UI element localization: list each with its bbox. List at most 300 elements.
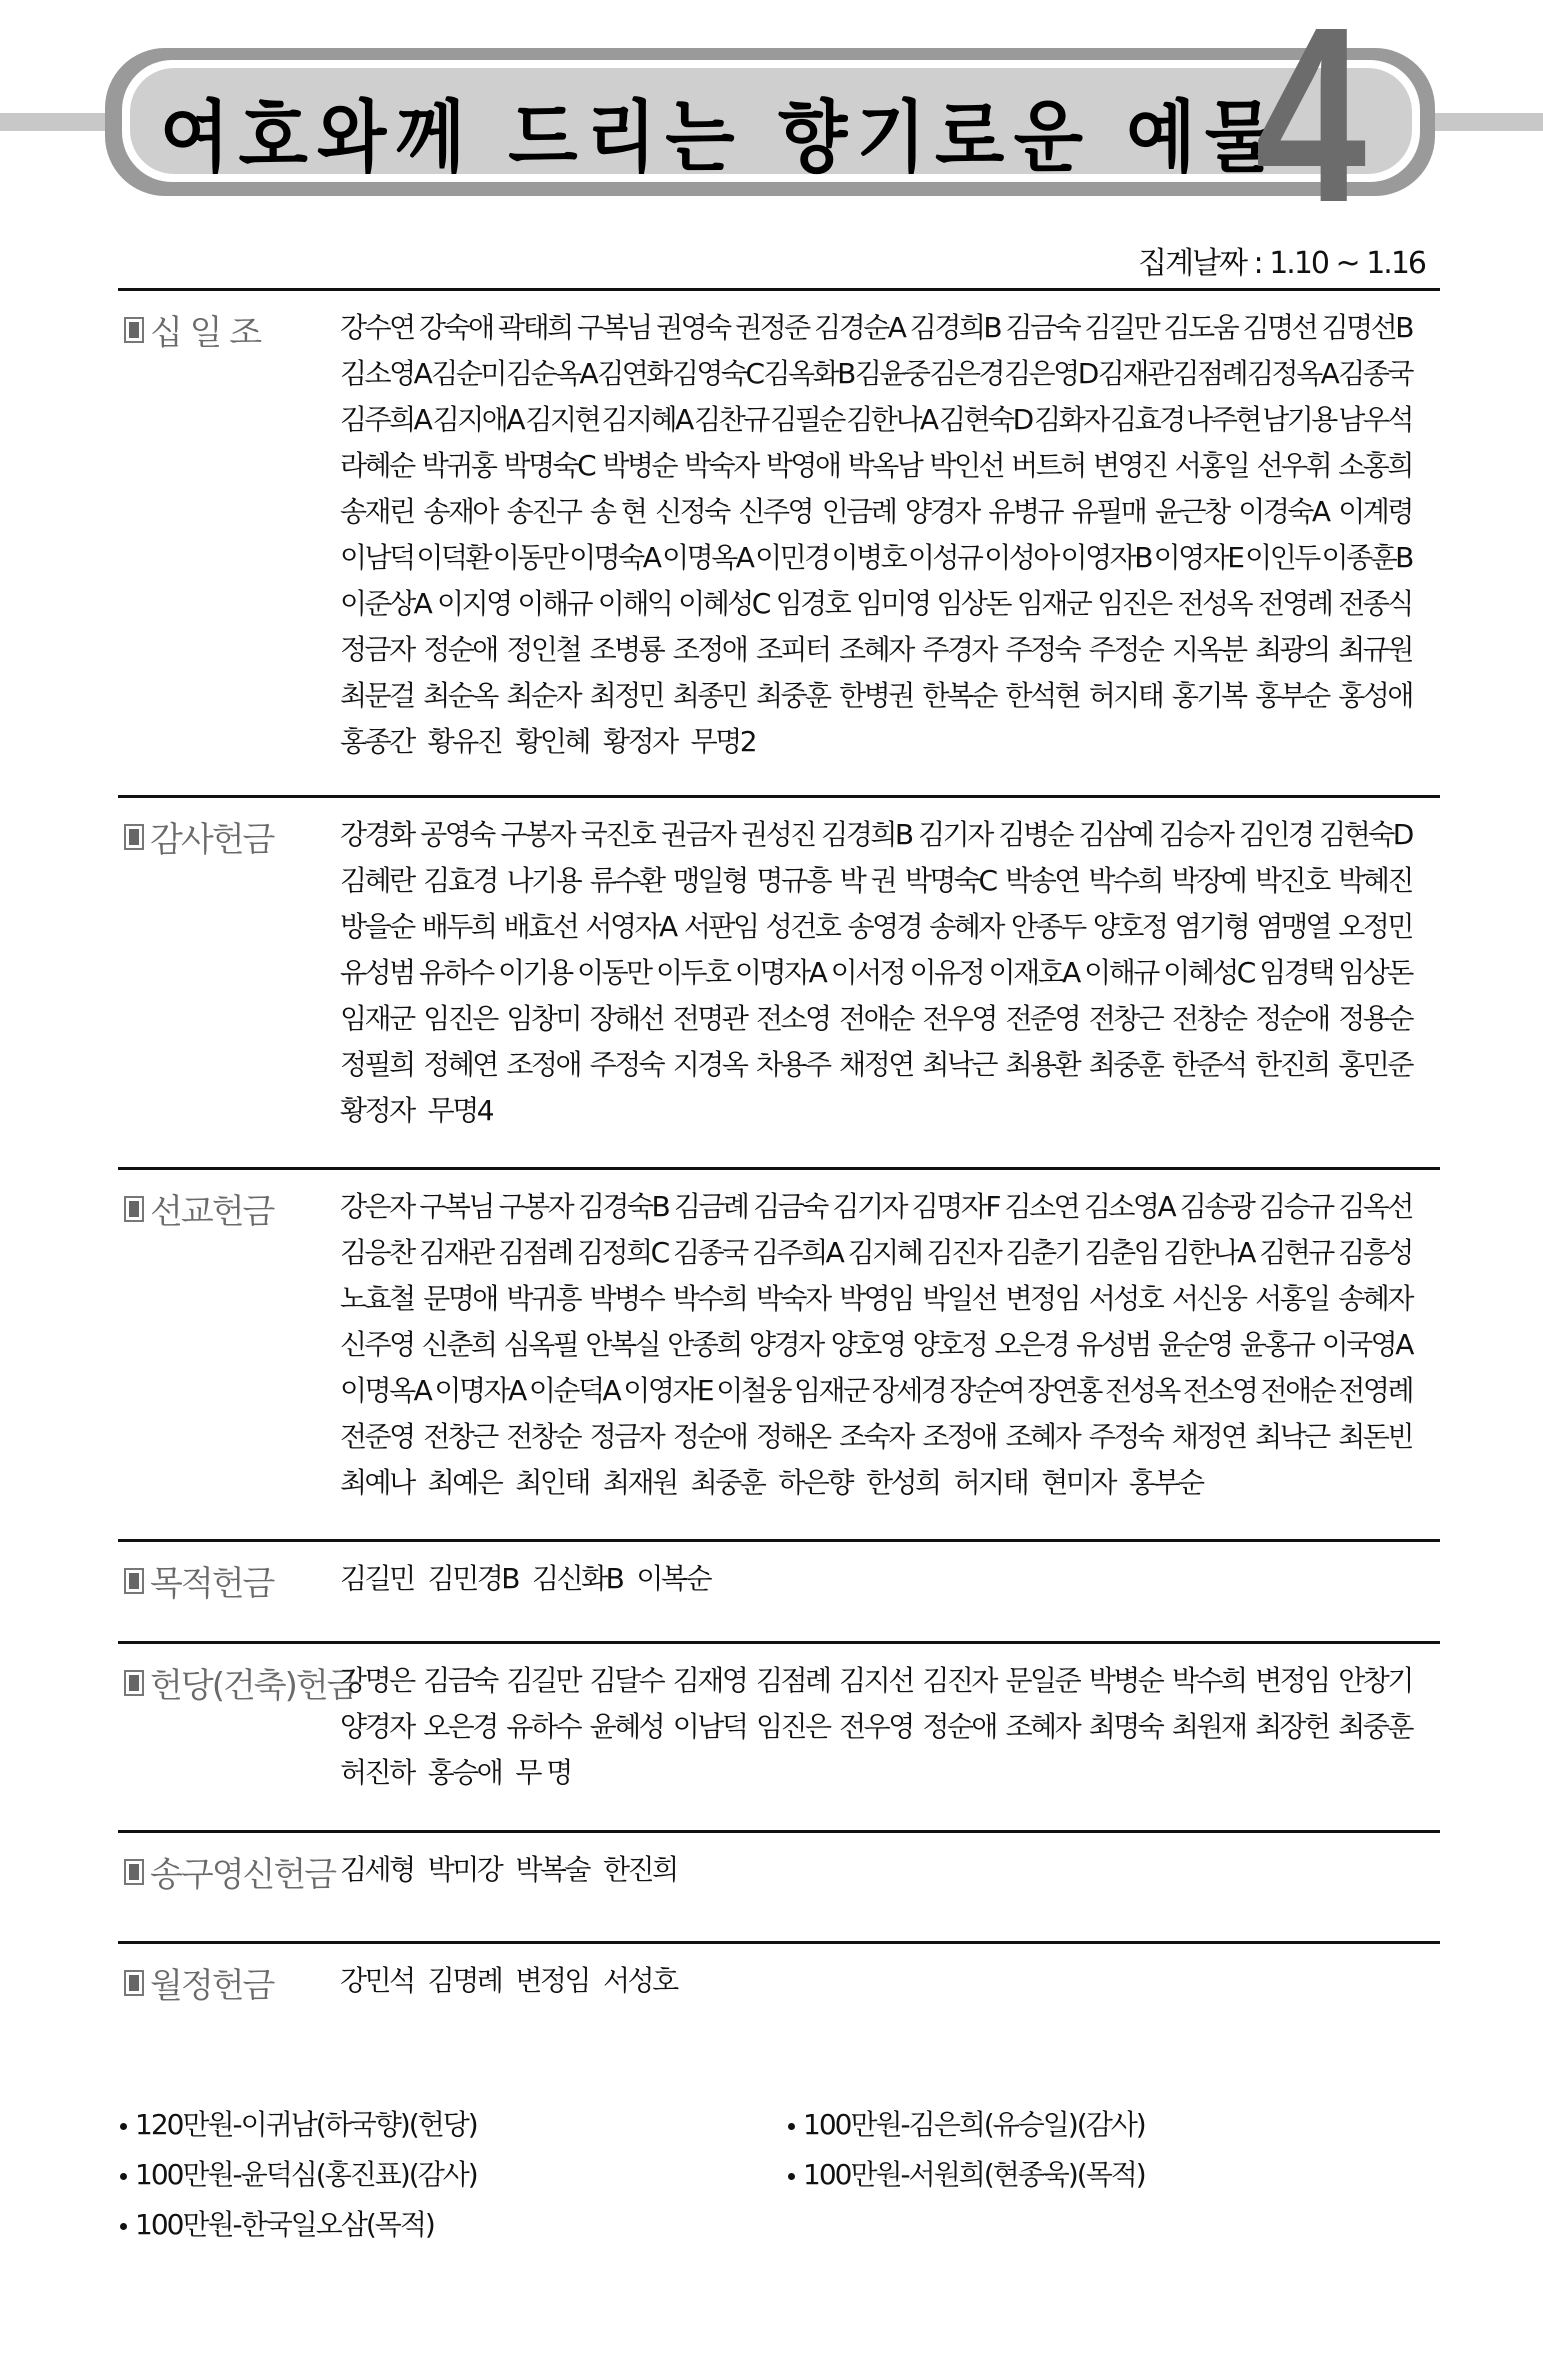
donor-name: 안종두 — [1011, 910, 1085, 943]
donor-row — [340, 1086, 1412, 1132]
donor-name: 이명자A — [734, 956, 826, 989]
donor-row — [340, 1748, 1412, 1794]
donor-name: 김승자 — [1158, 818, 1233, 851]
donor-name: 주정숙 — [589, 1048, 664, 1081]
donor-name: 이성규 — [907, 541, 982, 574]
donor-row — [340, 671, 1412, 717]
donor-name: 김명선B — [1321, 311, 1412, 344]
donor-row — [340, 1320, 1412, 1366]
donor-name: 강은자 — [340, 1190, 414, 1223]
donor-name: 조혜자 — [1005, 1420, 1080, 1453]
donor-name: 조숙자 — [839, 1420, 913, 1453]
donor-name: 조병룡 — [589, 633, 664, 666]
donor-row — [340, 948, 1412, 994]
donor-name: 박송연 — [1005, 864, 1079, 897]
donor-name: 남기용 — [1262, 403, 1336, 436]
special-gift-text: 100만원-서원희(현종욱)(목적) — [803, 2158, 1145, 2191]
donor-name: 김재관 — [1097, 357, 1172, 390]
donor-name: 박옥남 — [847, 449, 922, 482]
donor-name: 하은향 — [778, 1466, 852, 1499]
donor-row — [340, 1182, 1412, 1228]
donor-name: 신춘희 — [421, 1328, 496, 1361]
donor-name: 지옥분 — [1171, 633, 1246, 666]
donor-name: 김연화 — [597, 357, 671, 390]
donor-name: 임상돈 — [936, 587, 1010, 620]
donor-name: 서판임 — [683, 910, 758, 943]
donor-name: 김현규 — [1259, 1236, 1333, 1269]
donor-name: 김진자 — [922, 1664, 996, 1697]
donor-name: 임재군 — [793, 1374, 868, 1407]
donor-row — [340, 1554, 1412, 1600]
donor-name: 최중훈 — [690, 1466, 765, 1499]
donor-name: 권영숙 — [656, 311, 730, 344]
donor-list — [340, 303, 1412, 763]
donor-name: 최낙근 — [922, 1048, 996, 1081]
donor-name: 오은경 — [994, 1328, 1069, 1361]
donor-name: 김달수 — [589, 1664, 664, 1697]
square-bullet-icon — [124, 1196, 144, 1222]
donor-name: 유필매 — [1071, 495, 1146, 528]
donor-name: 무 명 — [515, 1756, 571, 1789]
donor-name: 한병권 — [839, 679, 913, 712]
donor-name: 박일선 — [922, 1282, 996, 1315]
donor-name: 송 현 — [589, 495, 646, 528]
donor-name: 권정준 — [735, 311, 809, 344]
donor-name: 주경자 — [922, 633, 996, 666]
donor-name: 조정애 — [506, 1048, 581, 1081]
donor-name: 장해선 — [589, 1002, 664, 1035]
donor-name: 맹일형 — [673, 864, 747, 897]
donor-name: 김점례 — [755, 1664, 830, 1697]
donor-name: 최재원 — [602, 1466, 677, 1499]
donor-name: 김정희C — [576, 1236, 668, 1269]
donor-name: 전창순 — [1171, 1002, 1246, 1035]
donor-name: 황정자 — [340, 1094, 414, 1127]
donor-name: 서성호 — [602, 1964, 677, 1997]
donor-name: 조피터 — [755, 633, 830, 666]
donor-name: 이해익 — [597, 587, 672, 620]
donor-list — [340, 1182, 1412, 1504]
donor-name: 양호영 — [830, 1328, 905, 1361]
donor-row — [340, 1702, 1412, 1748]
donor-name: 김효경 — [423, 864, 497, 897]
donor-row — [340, 1656, 1412, 1702]
donor-name: 황유진 — [427, 725, 502, 758]
donor-name: 이순덕A — [528, 1374, 620, 1407]
donor-name: 문명애 — [423, 1282, 497, 1315]
donor-name: 이해규 — [1084, 956, 1158, 989]
donor-name: 전성옥 — [1177, 587, 1252, 620]
square-bullet-icon — [124, 1970, 144, 1996]
donor-name: 임진은 — [755, 1710, 830, 1743]
donor-row — [340, 902, 1412, 948]
donor-name: 김병순 — [998, 818, 1072, 851]
donor-name: 김은경 — [929, 357, 1004, 390]
special-gift-item — [120, 2203, 434, 2243]
donor-name: 이남덕 — [672, 1710, 747, 1743]
donor-name: 홍민준 — [1338, 1048, 1412, 1081]
donor-name: 정순애 — [922, 1710, 996, 1743]
donor-name: 전소영 — [1182, 1374, 1257, 1407]
donor-name: 김경희B — [909, 311, 1001, 344]
donor-name: 임미영 — [855, 587, 930, 620]
donor-name: 조혜자 — [839, 633, 913, 666]
donor-name: 전명관 — [672, 1002, 747, 1035]
donor-name: 이명자A — [434, 1374, 525, 1407]
section-label-text: 월정헌금 — [150, 1966, 274, 2006]
donor-name: 홍성애 — [1338, 679, 1412, 712]
donor-name: 김소영A — [1083, 1190, 1175, 1223]
donor-name: 노효철 — [340, 1282, 414, 1315]
donor-row — [340, 395, 1412, 441]
donor-name: 한준석 — [1171, 1048, 1246, 1081]
donor-name: 이영자B — [1060, 541, 1151, 574]
donor-name: 최인태 — [515, 1466, 589, 1499]
donor-name: 전우영 — [839, 1710, 913, 1743]
donor-name: 안창기 — [1338, 1664, 1412, 1697]
donor-name: 변정임 — [1005, 1282, 1080, 1315]
donor-name: 한석현 — [1005, 679, 1080, 712]
donor-name: 이남덕 — [340, 541, 414, 574]
donor-name: 박영애 — [765, 449, 840, 482]
donor-list — [340, 1845, 1412, 1891]
donor-name: 나기용 — [506, 864, 581, 897]
donor-name: 김화자 — [1034, 403, 1108, 436]
donor-name: 전준영 — [340, 1420, 414, 1453]
donor-name: 주정숙 — [1005, 633, 1080, 666]
donor-name: 양경자 — [340, 1710, 414, 1743]
donor-name: 임재군 — [340, 1002, 414, 1035]
donor-name: 김순미 — [431, 357, 505, 390]
donor-name: 홍부순 — [1128, 1466, 1203, 1499]
donor-name: 김지혜A — [601, 403, 692, 436]
donor-name: 무명4 — [427, 1094, 493, 1127]
donor-name: 라혜순 — [340, 449, 414, 482]
donor-name: 유성범 — [340, 956, 414, 989]
square-bullet-icon — [124, 317, 144, 343]
donor-name: 김경숙B — [577, 1190, 669, 1223]
donor-name: 임경호 — [775, 587, 850, 620]
donor-name: 윤혜성 — [589, 1710, 664, 1743]
donor-name: 김지애A — [432, 403, 524, 436]
donor-name: 임창미 — [506, 1002, 581, 1035]
donor-row — [340, 1845, 1412, 1891]
donor-name: 유병규 — [988, 495, 1062, 528]
section-label — [124, 812, 273, 861]
donor-name: 김혜란 — [340, 864, 414, 897]
donor-name: 김기자 — [918, 818, 992, 851]
donor-name: 허진하 — [340, 1756, 414, 1789]
donor-name: 김춘기 — [1005, 1236, 1080, 1269]
donor-name: 최순자 — [506, 679, 581, 712]
donor-name: 김정옥A — [1247, 357, 1338, 390]
donor-name: 유성범 — [1076, 1328, 1150, 1361]
special-gift-text: 100만원-윤덕심(홍진표)(감사) — [135, 2158, 477, 2191]
offering-section-thanks — [118, 795, 1440, 1127]
donor-row — [340, 856, 1412, 902]
donor-row — [340, 994, 1412, 1040]
donor-name: 김점례 — [497, 1236, 572, 1269]
donor-row — [340, 810, 1412, 856]
donor-name: 박수희 — [1088, 864, 1163, 897]
donor-name: 양호정 — [1092, 910, 1167, 943]
offering-section-new-year — [118, 1830, 1440, 1895]
donor-name: 이성아 — [984, 541, 1058, 574]
donor-name: 변영진 — [1092, 449, 1167, 482]
section-label — [124, 1847, 335, 1896]
special-gift-item — [788, 2153, 1145, 2193]
donor-name: 정인철 — [506, 633, 581, 666]
donor-name: 전소영 — [755, 1002, 830, 1035]
donor-name: 김옥선 — [1338, 1190, 1412, 1223]
donor-name: 남우석 — [1338, 403, 1412, 436]
donor-name: 이명옥A — [340, 1374, 431, 1407]
donor-name: 문일준 — [1005, 1664, 1080, 1697]
donor-name: 정해온 — [755, 1420, 830, 1453]
donor-name: 박병순 — [1088, 1664, 1163, 1697]
donor-name: 허지태 — [1088, 679, 1163, 712]
donor-name: 박 권 — [839, 864, 896, 897]
donor-name: 김진자 — [926, 1236, 1001, 1269]
donor-name: 송혜자 — [929, 910, 1003, 943]
donor-row — [340, 487, 1412, 533]
donor-name: 김순옥A — [505, 357, 597, 390]
donor-name: 이혜성C — [678, 587, 769, 620]
donor-name: 김인경 — [1238, 818, 1313, 851]
donor-row — [340, 1956, 1412, 2002]
donor-name: 류수환 — [589, 864, 664, 897]
page-title: 여호와께 드리는 향기로운 예물 — [160, 93, 1284, 183]
offering-section-mission — [118, 1167, 1440, 1499]
donor-name: 박미강 — [427, 1853, 502, 1886]
donor-name: 임재군 — [1016, 587, 1091, 620]
offering-section-tithe — [118, 288, 1440, 758]
special-gift-item — [120, 2153, 477, 2193]
donor-name: 최원재 — [1171, 1710, 1246, 1743]
donor-name: 김주희A — [340, 403, 431, 436]
donor-name: 임경택 — [1259, 956, 1333, 989]
donor-name: 배효선 — [503, 910, 578, 943]
donor-name: 송영경 — [847, 910, 922, 943]
donor-name: 최예은 — [427, 1466, 502, 1499]
donor-name: 송혜자 — [1338, 1282, 1412, 1315]
bullet-icon — [120, 2173, 127, 2180]
donor-name: 서홍일 — [1255, 1282, 1329, 1315]
donor-name: 김한나A — [846, 403, 937, 436]
donor-name: 김명례 — [427, 1964, 502, 1997]
donor-name: 김소영A — [340, 357, 431, 390]
section-label — [124, 1184, 273, 1233]
donor-name: 김금례 — [673, 1190, 748, 1223]
donor-name: 구복님 — [419, 1190, 493, 1223]
donor-name: 박귀흥 — [506, 1282, 581, 1315]
donor-name: 양경자 — [905, 495, 979, 528]
donor-name: 주정숙 — [1088, 1420, 1163, 1453]
donor-name: 김신화B — [532, 1562, 623, 1595]
donor-name: 최돈빈 — [1338, 1420, 1412, 1453]
donor-name: 김기자 — [832, 1190, 907, 1223]
section-label — [124, 305, 260, 354]
donor-name: 최장헌 — [1255, 1710, 1329, 1743]
donor-name: 채정연 — [839, 1048, 913, 1081]
donor-name: 김금숙 — [753, 1190, 827, 1223]
donor-name: 선우휘 — [1256, 449, 1331, 482]
donor-list — [340, 1554, 1412, 1600]
donor-name: 방을순 — [340, 910, 414, 943]
donor-name: 김옥화B — [763, 357, 854, 390]
donor-name: 박영임 — [839, 1282, 913, 1315]
donor-name: 한복순 — [922, 679, 996, 712]
donor-name: 배두희 — [421, 910, 496, 943]
donor-name: 조정애 — [922, 1420, 996, 1453]
donor-name: 신주영 — [340, 1328, 414, 1361]
donor-name: 한진희 — [602, 1853, 677, 1886]
section-label-text: 십 일 조 — [150, 313, 261, 353]
donor-name: 박혜진 — [1338, 864, 1412, 897]
donor-name: 박장예 — [1171, 864, 1246, 897]
donor-name: 김소연 — [1004, 1190, 1079, 1223]
aggregation-date: 집계날짜 : 1.10 ~ 1.16 — [1138, 246, 1425, 281]
donor-name: 김민경B — [427, 1562, 519, 1595]
donor-name: 오은경 — [423, 1710, 497, 1743]
section-label — [124, 1658, 358, 1707]
donor-row — [340, 303, 1412, 349]
donor-name: 성건호 — [765, 910, 840, 943]
donor-name: 김승규 — [1259, 1190, 1333, 1223]
donor-name: 김명자F — [911, 1190, 999, 1223]
donor-name: 전애순 — [839, 1002, 913, 1035]
donor-name: 곽태희 — [498, 311, 572, 344]
donor-name: 이종훈B — [1321, 541, 1412, 574]
donor-name: 권성진 — [741, 818, 815, 851]
donor-name: 최규원 — [1338, 633, 1412, 666]
donor-name: 전창근 — [423, 1420, 497, 1453]
donor-name: 김점례 — [1172, 357, 1247, 390]
donor-name: 이동만 — [492, 541, 567, 574]
donor-name: 이혜성C — [1163, 956, 1254, 989]
donor-name: 정금자 — [340, 633, 414, 666]
donor-name: 양호정 — [912, 1328, 987, 1361]
donor-name: 최중훈 — [755, 679, 830, 712]
donor-name: 윤순영 — [1157, 1328, 1232, 1361]
donor-name: 강민석 — [340, 1964, 414, 1997]
donor-name: 김금숙 — [423, 1664, 497, 1697]
special-gift-text: 100만원-김은희(유승일)(감사) — [803, 2108, 1145, 2141]
donor-name: 김도움 — [1163, 311, 1238, 344]
donor-name: 이명옥A — [662, 541, 753, 574]
square-bullet-icon — [124, 1568, 144, 1594]
donor-name: 염맹열 — [1256, 910, 1331, 943]
donor-name: 김춘임 — [1084, 1236, 1159, 1269]
donor-name: 이경숙A — [1238, 495, 1329, 528]
donor-name: 이병호 — [831, 541, 906, 574]
donor-name: 이영자E — [1153, 541, 1243, 574]
donor-name: 박명숙C — [503, 449, 595, 482]
donor-name: 현미자 — [1041, 1466, 1115, 1499]
donor-name: 김주희A — [751, 1236, 843, 1269]
donor-name: 채정연 — [1171, 1420, 1246, 1453]
donor-name: 공영숙 — [420, 818, 494, 851]
donor-name: 안종희 — [667, 1328, 741, 1361]
donor-name: 김은영D — [1004, 357, 1097, 390]
donor-name: 김길민 — [340, 1562, 414, 1595]
donor-name: 이두호 — [655, 956, 730, 989]
special-gift-item — [788, 2103, 1145, 2143]
donor-name: 김경순A — [814, 311, 905, 344]
donor-name: 소홍희 — [1338, 449, 1412, 482]
donor-name: 김효경 — [1110, 403, 1184, 436]
donor-name: 황정자 — [602, 725, 677, 758]
donor-name: 차용주 — [755, 1048, 830, 1081]
donor-name: 황인혜 — [515, 725, 589, 758]
donor-name: 이재호A — [988, 956, 1079, 989]
donor-name: 최용환 — [1005, 1048, 1080, 1081]
donor-name: 이동만 — [576, 956, 651, 989]
donor-name: 최중훈 — [1338, 1710, 1412, 1743]
donor-name: 김흥성 — [1338, 1236, 1412, 1269]
donor-name: 김재영 — [672, 1664, 747, 1697]
donor-name: 주정순 — [1088, 633, 1163, 666]
donor-name: 전영례 — [1338, 1374, 1412, 1407]
donor-name: 최문걸 — [340, 679, 414, 712]
donor-name: 김삼예 — [1078, 818, 1153, 851]
section-label-text: 감사헌금 — [150, 820, 274, 860]
donor-name: 조정애 — [672, 633, 747, 666]
section-label-text: 송구영신헌금 — [150, 1855, 336, 1895]
donor-name: 국진호 — [580, 818, 655, 851]
donor-name: 나주현 — [1186, 403, 1260, 436]
donor-name: 최광의 — [1255, 633, 1329, 666]
donor-name: 조혜자 — [1005, 1710, 1080, 1743]
donor-name: 최종민 — [672, 679, 747, 712]
donor-name: 인금례 — [821, 495, 896, 528]
donor-name: 무명2 — [690, 725, 756, 758]
donor-name: 서신웅 — [1171, 1282, 1246, 1315]
donor-name: 박수희 — [1171, 1664, 1246, 1697]
donor-name: 이복순 — [636, 1562, 711, 1595]
donor-name: 김현숙D — [938, 403, 1032, 436]
donor-name: 최예나 — [340, 1466, 414, 1499]
donor-name: 신정숙 — [655, 495, 729, 528]
donor-name: 이지영 — [437, 587, 511, 620]
donor-name: 장순여 — [949, 1374, 1024, 1407]
donor-name: 이기용 — [497, 956, 572, 989]
donor-name: 전성옥 — [1105, 1374, 1179, 1407]
donor-name: 김종국 — [672, 1236, 747, 1269]
donor-name: 박숙자 — [684, 449, 758, 482]
donor-name: 이준상A — [340, 587, 431, 620]
bullet-icon — [788, 2173, 795, 2180]
donor-name: 장연홍 — [1027, 1374, 1101, 1407]
donor-name: 정금자 — [589, 1420, 664, 1453]
donor-name: 최중훈 — [1088, 1048, 1163, 1081]
donor-name: 정순애 — [672, 1420, 747, 1453]
donor-name: 장세경 — [871, 1374, 946, 1407]
donor-name: 최낙근 — [1255, 1420, 1329, 1453]
donor-name: 임상돈 — [1338, 956, 1412, 989]
donor-row — [340, 625, 1412, 671]
donor-name: 강명은 — [340, 1664, 414, 1697]
donor-name: 변정임 — [1255, 1664, 1329, 1697]
donor-name: 최순옥 — [423, 679, 497, 712]
donor-name: 명규흥 — [756, 864, 831, 897]
donor-name: 강경화 — [340, 818, 414, 851]
donor-name: 이철웅 — [716, 1374, 790, 1407]
donor-name: 송진구 — [506, 495, 581, 528]
donor-name: 임진은 — [1097, 587, 1171, 620]
square-bullet-icon — [124, 1859, 144, 1885]
donor-row — [340, 1228, 1412, 1274]
